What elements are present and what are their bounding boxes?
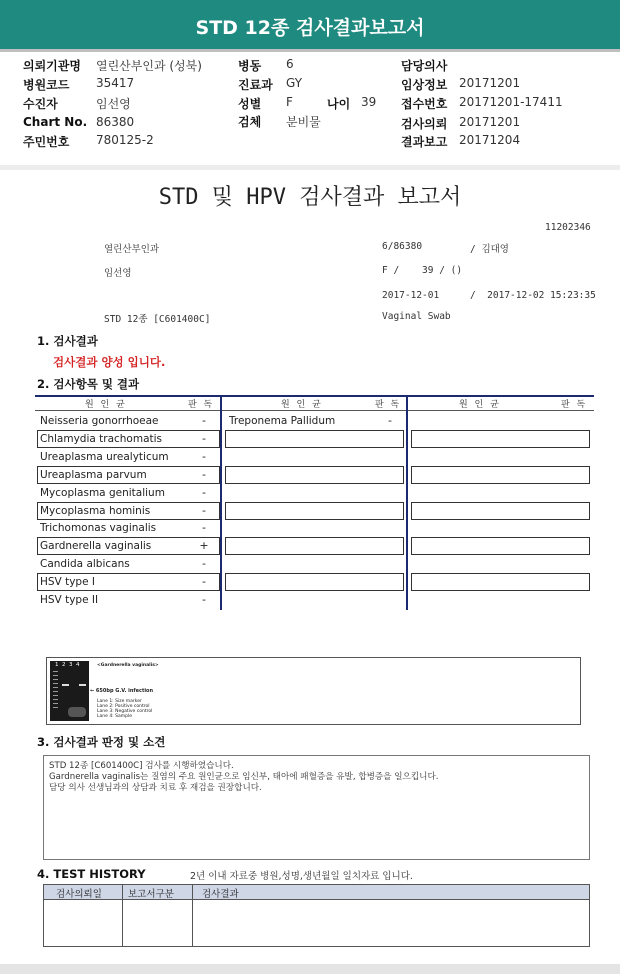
report-sex-age: F / 39 / () — [382, 265, 463, 276]
header-result-3: 판 독 — [561, 400, 588, 410]
organism-name: Chlamydia trachomatis — [40, 432, 163, 445]
label-specimen: 검체 — [238, 115, 262, 129]
empty-result-box — [411, 573, 590, 591]
report-date-received: 2017-12-01 — [382, 290, 440, 301]
empty-result-box — [225, 502, 404, 520]
opinion-line-3: 담당 의사 선생님과의 상담과 치료 후 재검을 권장합니다. — [49, 783, 262, 793]
value-resident-no: 780125-2 — [96, 133, 154, 147]
report-sheet — [0, 170, 620, 964]
organism-name: Neisseria gonorrhoeae — [40, 415, 159, 427]
organism-result: - — [202, 521, 206, 535]
section-2-title: 2. 검사항목 및 결과 — [37, 377, 140, 391]
organism-name: HSV type I — [40, 576, 95, 589]
section-4-title: 4. TEST HISTORY — [37, 867, 146, 881]
organism-result: - — [202, 414, 206, 427]
value-reported: 20171204 — [459, 133, 521, 147]
label-resident-no: 주민번호 — [23, 135, 70, 149]
header-result-1: 판 독 — [188, 400, 215, 410]
label-accession-no: 접수번호 — [401, 97, 448, 111]
label-sex: 성별 — [238, 97, 262, 111]
value-department: GY — [286, 76, 303, 90]
organism-result-treponema: - — [388, 414, 392, 427]
organism-result: - — [202, 557, 206, 571]
value-specimen: 분비물 — [286, 115, 321, 129]
label-reported: 결과보고 — [401, 135, 448, 149]
gel-legend-3: Lane 3: Negative control — [97, 709, 153, 714]
empty-result-box — [225, 466, 404, 484]
organism-name: Gardnerella vaginalis — [40, 540, 152, 553]
report-banner-title: STD 12종 검사결과보고서 — [195, 17, 425, 39]
label-hospital-code: 병원코드 — [23, 78, 70, 92]
history-header-row — [44, 885, 589, 900]
patient-info-header — [0, 52, 620, 165]
value-accession-no: 20171201-17411 — [459, 95, 563, 109]
value-ward: 6 — [286, 57, 294, 71]
organism-result: + — [199, 539, 209, 553]
empty-result-box — [411, 502, 590, 520]
report-date-reported: / 2017-12-02 15:23:35 — [470, 290, 596, 301]
section-3-title: 3. 검사결과 판정 및 소견 — [37, 735, 166, 749]
organism-name: Mycoplasma hominis — [40, 504, 151, 517]
history-col-report-type: 보고서구분 — [128, 889, 174, 900]
value-age: 39 — [361, 95, 377, 109]
history-table — [43, 884, 590, 947]
organism-name: Candida albicans — [40, 558, 130, 571]
value-patient: 임선영 — [96, 97, 131, 111]
header-result-2: 판 독 — [375, 400, 402, 410]
page-footer — [0, 964, 620, 974]
primer-smear — [68, 707, 86, 717]
report-hospital: 열린산부인과 — [104, 244, 160, 255]
history-col-request-date: 검사의뢰일 — [56, 889, 102, 900]
gel-image — [50, 661, 89, 721]
organism-result: - — [202, 449, 206, 463]
label-patient: 수진자 — [23, 97, 58, 111]
label-chart-no: Chart No. — [23, 115, 88, 129]
value-requester: 열린산부인과 (성북) — [96, 59, 202, 73]
report-ward-chart: 6/86380 — [382, 241, 423, 252]
organism-result: - — [202, 575, 206, 589]
empty-result-box — [411, 430, 590, 448]
header-organism-1: 원 인 균 — [85, 400, 127, 410]
gel-electrophoresis-figure — [46, 657, 581, 725]
empty-result-box — [411, 537, 590, 555]
value-chart-no: 86380 — [96, 115, 135, 129]
opinion-line-1: STD 12종 [C601400C] 검사를 시행하였습니다. — [49, 761, 234, 771]
organism-result: - — [202, 485, 206, 499]
label-requested: 검사의뢰 — [401, 117, 448, 131]
opinion-box — [43, 755, 590, 860]
section-1-title: 1. 검사결과 — [37, 334, 98, 348]
overall-result: 검사결과 양성 입니다. — [53, 355, 166, 369]
top-banner — [0, 0, 620, 52]
label-clinical-info: 임상정보 — [401, 78, 448, 92]
value-hospital-code: 35417 — [96, 76, 135, 90]
history-note: 2년 이내 자료중 병원,성명,생년월일 일치자료 입니다. — [190, 871, 413, 882]
empty-result-box — [225, 430, 404, 448]
column-divider-2 — [406, 397, 408, 610]
value-requested: 20171201 — [459, 115, 521, 129]
gel-band-label: ← 650bp G.V. infection — [90, 688, 154, 694]
header-organism-2: 원 인 균 — [281, 400, 323, 410]
value-sex: F — [286, 95, 293, 109]
positive-band — [62, 684, 69, 686]
organism-result: - — [202, 503, 206, 517]
gel-legend-2: Lane 2: Positive control — [97, 704, 150, 709]
organism-name: Mycoplasma genitalium — [40, 486, 165, 499]
gel-legend-1: Lane 1: Size marker — [97, 699, 142, 704]
gel-title: <Gardnerella vaginalis> — [97, 663, 159, 668]
column-divider-1 — [220, 397, 222, 610]
label-department: 진료과 — [238, 78, 273, 92]
organism-result: - — [202, 593, 206, 606]
label-age: 나이 — [327, 97, 351, 111]
label-physician: 담당의사 — [401, 59, 448, 73]
organism-name: Ureaplasma parvum — [40, 468, 147, 481]
report-patient: 임선영 — [104, 268, 132, 279]
history-col-divider-2 — [192, 885, 193, 946]
empty-result-box — [225, 537, 404, 555]
organism-name: HSV type II — [40, 594, 99, 606]
empty-result-box — [411, 466, 590, 484]
opinion-line-2: Gardnerella vaginalis는 질염의 주요 원인균으로 임신부, 태아에 패혈증을 유발, 합병증을 일으킵니다. — [49, 772, 439, 782]
report-number: 11202346 — [545, 222, 591, 233]
header-organism-3: 원 인 균 — [459, 400, 501, 410]
report-test-code: STD 12종 [C601400C] — [104, 314, 211, 325]
organism-name-treponema: Treponema Pallidum — [229, 415, 336, 427]
organism-name: Ureaplasma urealyticum — [40, 450, 169, 463]
gel-legend-4: Lane 4: Sample — [97, 714, 132, 719]
report-specimen: Vaginal Swab — [382, 311, 451, 322]
report-doctor: / 김대영 — [470, 244, 509, 255]
gel-lane-numbers: 1 2 3 4 — [55, 662, 80, 668]
report-title: STD 및 HPV 검사결과 보고서 — [158, 185, 462, 210]
label-requester: 의뢰기관명 — [23, 59, 81, 73]
label-ward: 병동 — [238, 59, 262, 73]
organism-result: - — [202, 467, 206, 481]
sample-band — [79, 684, 86, 686]
value-clinical-info: 20171201 — [459, 76, 521, 90]
organism-result: - — [202, 431, 206, 445]
organism-name: Trichomonas vaginalis — [40, 522, 157, 535]
size-marker-ladder — [53, 671, 58, 711]
history-col-result: 검사결과 — [202, 889, 239, 900]
table-header — [35, 397, 594, 411]
history-col-divider-1 — [122, 885, 123, 946]
empty-result-box — [225, 573, 404, 591]
